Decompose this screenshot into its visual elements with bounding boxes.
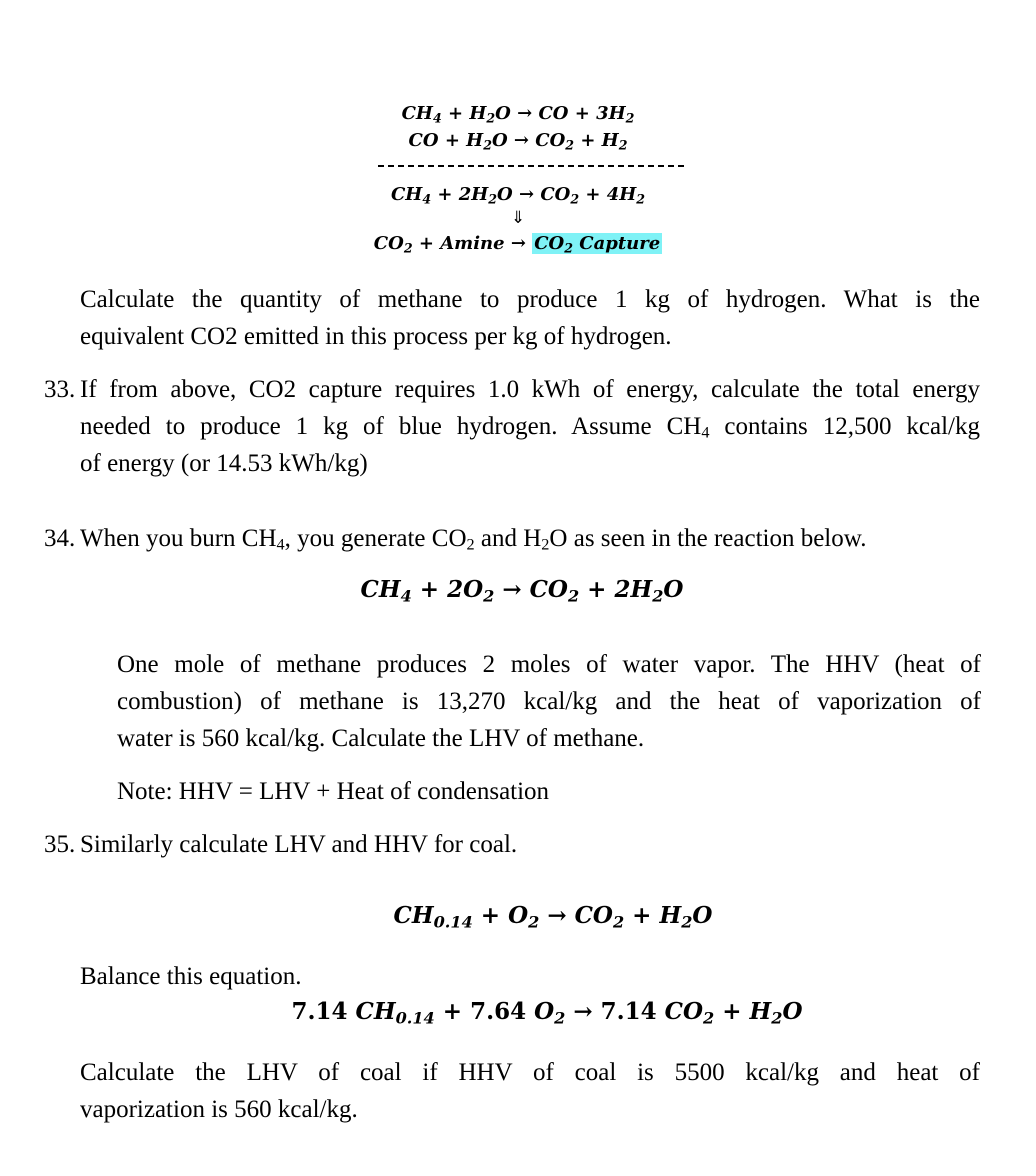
question-number-34: 34. [44,525,76,552]
equation-coal-balanced: 7.14 $CH_{0.14} + 7.64$ $O_2 \to 7.14$ $CO_2 + H_2O$ [291,998,803,1028]
equation-amine-capture: $CO_2 + Amine \to CO_2$ Capture [373,233,661,256]
note-hhv-lhv: Note: HHV = LHV + Heat of condensation [117,778,550,805]
question-number-33: 33. [44,376,76,403]
paragraph-methane-hhv: One mole of methane produces 2 moles of water vapor. The HHV (heat of combustion) of methane is 13,270 kcal/kg and the heat of vaporization of water is 560 kcal/kg. Calculate the LHV of methane. [117,651,981,752]
balance-instruction: Balance this equation. [80,963,302,990]
down-arrow-icon: ⇓ [510,208,526,228]
equation-overall: $CH_4 + 2H_2O \to CO_2 + 4H_2$ [390,184,646,207]
question-33-text: If from above, CO2 capture requires 1.0 kWh of energy, calculate the total energy needed to produce 1 kg of blue hydrogen. Assume $CH_4$ contains 12,500 kcal/kg of energy (or 14.53 kWh/kg) [80,376,980,477]
equation-coal-combustion: $CH_{0.14} + O_2 \to CO_2 + H_2O$ [393,902,713,932]
paragraph-calc-methane: Calculate the quantity of methane to produce 1 kg of hydrogen. What is the equivalent CO2 emitted in this process per kg of hydrogen. [80,286,980,350]
dashed-separator [378,165,684,167]
equation-steam-reforming: $CH_4 + H_2O$ → CO + $3H_2$ [401,103,635,126]
highlighted-co2-capture: $CO_2$ Capture [534,233,661,256]
equation-water-gas-shift: CO + $H_2O \to CO_2 + H_2$ [408,130,628,153]
question-35-text: Similarly calculate LHV and HHV for coal. [80,831,518,858]
question-number-35: 35. [44,831,76,858]
question-34-text: When you burn $CH_4$, you generate $CO_2$ and $H_2O$ as seen in the reaction below. [80,525,867,554]
paragraph-coal-lhv: Calculate the LHV of coal if HHV of coal is 5500 kcal/kg and heat of vaporization is 560 kcal/kg. [80,1059,980,1123]
equation-methane-combustion: $CH_4 + 2O_2 \to CO_2 + 2H_2O$ [360,576,684,606]
